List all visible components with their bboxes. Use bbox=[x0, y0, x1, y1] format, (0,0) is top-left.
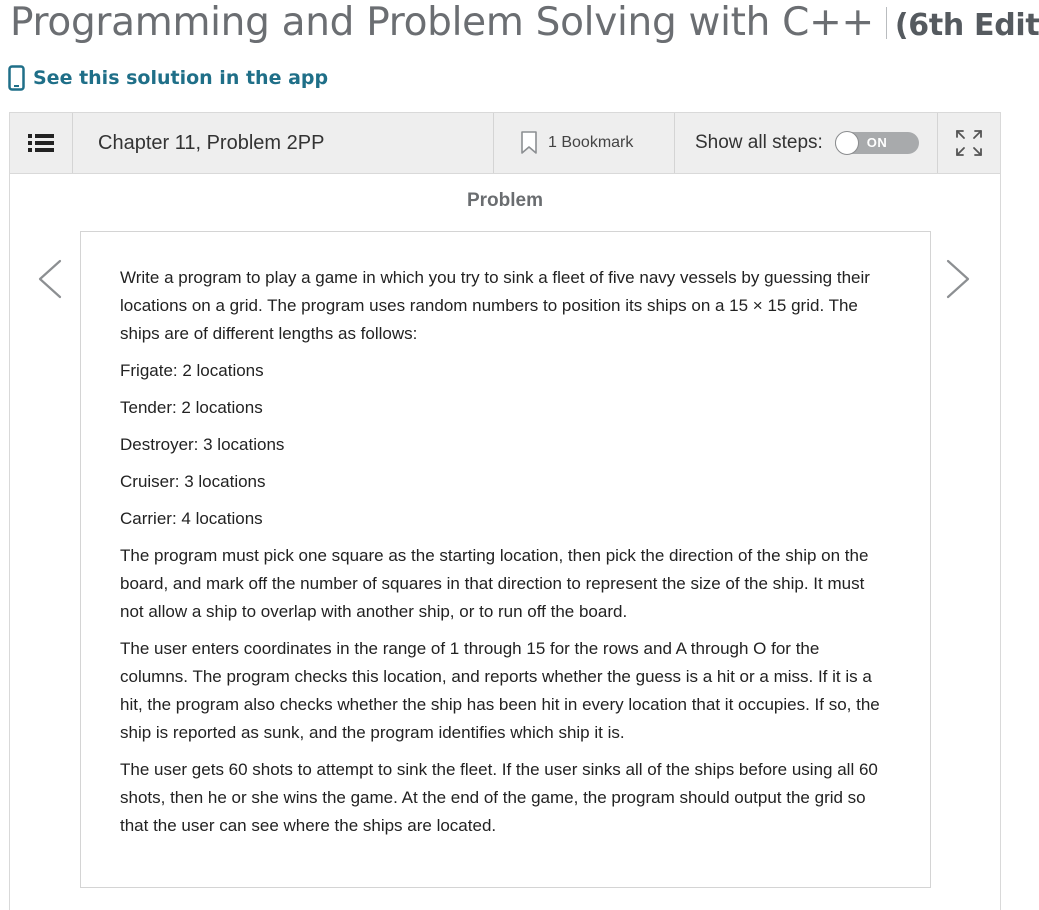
problem-paragraph: Destroyer: 3 locations bbox=[120, 435, 285, 454]
list-icon bbox=[28, 133, 54, 153]
book-title bbox=[10, 0, 1039, 50]
problem-statement bbox=[80, 231, 931, 888]
show-all-steps bbox=[675, 113, 938, 173]
title-separator bbox=[886, 7, 887, 39]
show-all-steps-label: Show all steps: bbox=[695, 132, 823, 153]
show-all-steps-toggle[interactable] bbox=[835, 132, 919, 154]
chapter-problem-label: Chapter 11, Problem 2PP bbox=[98, 131, 325, 154]
chevron-right-icon[interactable] bbox=[944, 259, 972, 299]
problem-paragraph: The program must pick one square as the starting location, then pick the direction of the ship on the board, and mark off the number of squares in that direction to represent the size of the ship. It must not allow a ship to overlap with another ship, or to run off the board. bbox=[120, 546, 869, 621]
phone-icon bbox=[8, 65, 25, 91]
expand-button[interactable] bbox=[938, 113, 1000, 173]
problem-paragraph: Carrier: 4 locations bbox=[120, 509, 263, 528]
see-in-app-label: See this solution in the app bbox=[33, 67, 329, 89]
book-title-text: Programming and Problem Solving with C++ bbox=[10, 0, 874, 45]
chapter-problem-selector[interactable] bbox=[73, 113, 494, 173]
problem-paragraph: The user gets 60 shots to attempt to sink the fleet. If the user sinks all of the ships before using all 60 shots, then he or she wins the game. At the end of the game, the program should output the grid so that the user can see where the ships are located. bbox=[120, 760, 878, 835]
chevron-left-icon[interactable] bbox=[36, 259, 64, 299]
problem-paragraph: The user enters coordinates in the range of 1 through 15 for the rows and A through O for the columns. The program checks this location, and reports whether the guess is a hit or a miss. If it is a hit, the program also checks whether the ship has been hit in every location that it occupies. If so, the ship is reported as sunk, and the program identifies which ship it is. bbox=[120, 639, 880, 742]
problem-paragraph: Tender: 2 locations bbox=[120, 398, 263, 417]
solution-toolbar bbox=[9, 112, 1001, 174]
problem-paragraph: Frigate: 2 locations bbox=[120, 361, 264, 380]
menu-button[interactable] bbox=[10, 113, 73, 173]
expand-icon bbox=[955, 129, 983, 157]
problem-paragraph: Cruiser: 3 locations bbox=[120, 472, 266, 491]
problem-panel bbox=[9, 174, 1001, 910]
toggle-knob bbox=[835, 131, 859, 155]
toggle-state-label: ON bbox=[866, 135, 888, 150]
see-in-app-link[interactable] bbox=[8, 64, 328, 92]
book-edition: (6th Edit bbox=[894, 8, 1039, 43]
bookmark-icon bbox=[520, 131, 538, 155]
problem-paragraph: Write a program to play a game in which you try to sink a fleet of five navy vessels by guessing their locations on a grid. The program uses random numbers to position its ships on a 15 × 15 grid. The ships are of different lengths as follows: bbox=[120, 268, 870, 343]
bookmark-button[interactable] bbox=[494, 113, 675, 173]
problem-heading: Problem bbox=[466, 190, 544, 211]
bookmark-count: 1 Bookmark bbox=[548, 134, 634, 151]
